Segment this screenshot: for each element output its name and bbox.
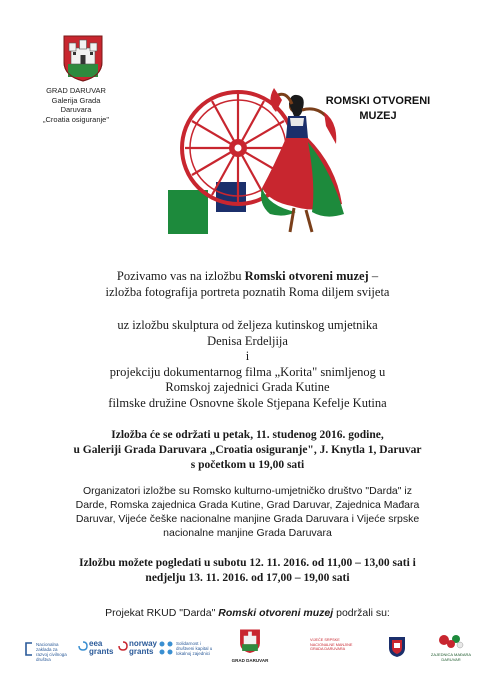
film-crew: filmske družine Osnovne škole Stjepana Kefelje Kutina xyxy=(108,395,387,410)
eea-swirl-icon xyxy=(78,641,88,651)
exhibition-name: Romski otvoreni muzej xyxy=(244,269,369,283)
sponsor-norway-label: norway xyxy=(129,639,158,648)
organizer-gallery-sponsor: „Croatia osiguranje" xyxy=(42,114,110,124)
sponsor-hungarian-text: ZAJEDNICA MAĐARA DARUVAR xyxy=(430,652,472,662)
film-line: projekciju dokumentarnog filma „Korita" snimljenog u xyxy=(109,364,386,379)
viewing-saturday: Izložbu možete pogledati u subotu 12. 11. 2016. od 11,00 – 13,00 sati i xyxy=(79,557,416,569)
sponsor-norway-grants-label: grants xyxy=(129,647,154,656)
wheel-dancer-icon xyxy=(166,86,346,236)
organizers-paragraph xyxy=(20,484,475,540)
invitation-line2: izložba fotografija portreta poznatih Roma diljem svijeta xyxy=(105,285,390,299)
sponsor-eea-grants-label: grants xyxy=(89,647,114,656)
invitation-dash: – xyxy=(368,269,379,283)
organizers-line2: Darde, Romska zajednica Grada Kutine, Grad Daruvar, Zajednica Mađara xyxy=(75,499,420,511)
sponsor-national-foundation-text: Nacionalna zaklada za razvoj civilnoga društva xyxy=(36,642,67,662)
sponsor-serbian-council-text: VIJEĆE SRPSKE NACIONALNE MANJINE GRADA DARUVARA xyxy=(310,638,353,652)
organizer-block xyxy=(28,86,124,124)
film-location: Romskoj zajednici Grada Kutine xyxy=(165,380,330,394)
sponsor-solidarity-text: Solidarnost i društveni kapital u lokalnoj zajednici xyxy=(176,641,213,656)
organizers-line1: Organizatori izložbe su Romsko kulturno-umjetničko društvo "Darda" iz xyxy=(82,485,412,497)
exhibition-title-line1: ROMSKI OTVORENI xyxy=(325,95,431,107)
viewing-hours xyxy=(20,556,475,586)
foundation-bracket-icon xyxy=(24,642,34,656)
accompanying-program xyxy=(20,318,475,411)
coat-of-arms-icon xyxy=(62,34,104,82)
hungarian-flowers-icon xyxy=(436,632,466,652)
solidarity-dots-icon xyxy=(158,640,174,656)
invitation-paragraph xyxy=(20,268,475,300)
organizers-line3: Daruvar, Vijeće češke nacionalne manjine Grada Daruvara i Vijeće srpske xyxy=(75,513,420,525)
sculpture-line: uz izložbu skulptura od željeza kutinskog umjetnika xyxy=(117,318,378,332)
sponsor-eea-label: eea xyxy=(89,639,103,648)
sponsor-logos xyxy=(24,628,474,674)
conjunction: i xyxy=(245,349,250,363)
daruvar-coat-of-arms xyxy=(62,34,104,82)
opening-details xyxy=(20,428,475,473)
support-project: Romski otvoreni muzej xyxy=(218,607,334,619)
exhibition-title-line2: MUZEJ xyxy=(359,110,397,122)
norway-swirl-icon xyxy=(118,641,128,651)
support-suffix: podržali su: xyxy=(336,607,390,619)
invitation-line1 xyxy=(20,268,475,284)
support-prefix: Projekat RKUD "Darda" xyxy=(105,607,216,619)
opening-date: Izložba će se održati u petak, 11. studenog 2016. godine, xyxy=(111,429,384,441)
shield-emblem-icon xyxy=(388,636,406,658)
artist-name: Denisa Erdeljija xyxy=(207,333,288,348)
opening-venue: u Galeriji Grada Daruvara „Croatia osiguranje", J. Knytla 1, Daruvar xyxy=(73,444,422,456)
support-line xyxy=(20,607,475,620)
sponsor-shield-emblem xyxy=(388,636,408,663)
invitation-intro: Pozivamo vas na izložbu xyxy=(116,269,242,283)
sponsor-grad-daruvar-text: GRAD DARUVAR xyxy=(231,658,269,663)
opening-time: s početkom u 19,00 sati xyxy=(190,459,305,471)
organizer-gallery-city: Daruvara xyxy=(60,105,92,114)
romani-wheel-dancer-illustration xyxy=(166,86,346,236)
organizers-line4: nacionalne manjine Grada Daruvara xyxy=(163,527,332,539)
organizer-gallery: Galerija Grada xyxy=(51,95,101,105)
sponsor-serbian-council xyxy=(310,638,364,652)
daruvar-small-crest-icon xyxy=(239,628,261,654)
organizer-city: GRAD DARUVAR xyxy=(46,86,106,95)
viewing-sunday: nedjelju 13. 11. 2016. od 17,00 – 19,00 sati xyxy=(145,572,350,584)
